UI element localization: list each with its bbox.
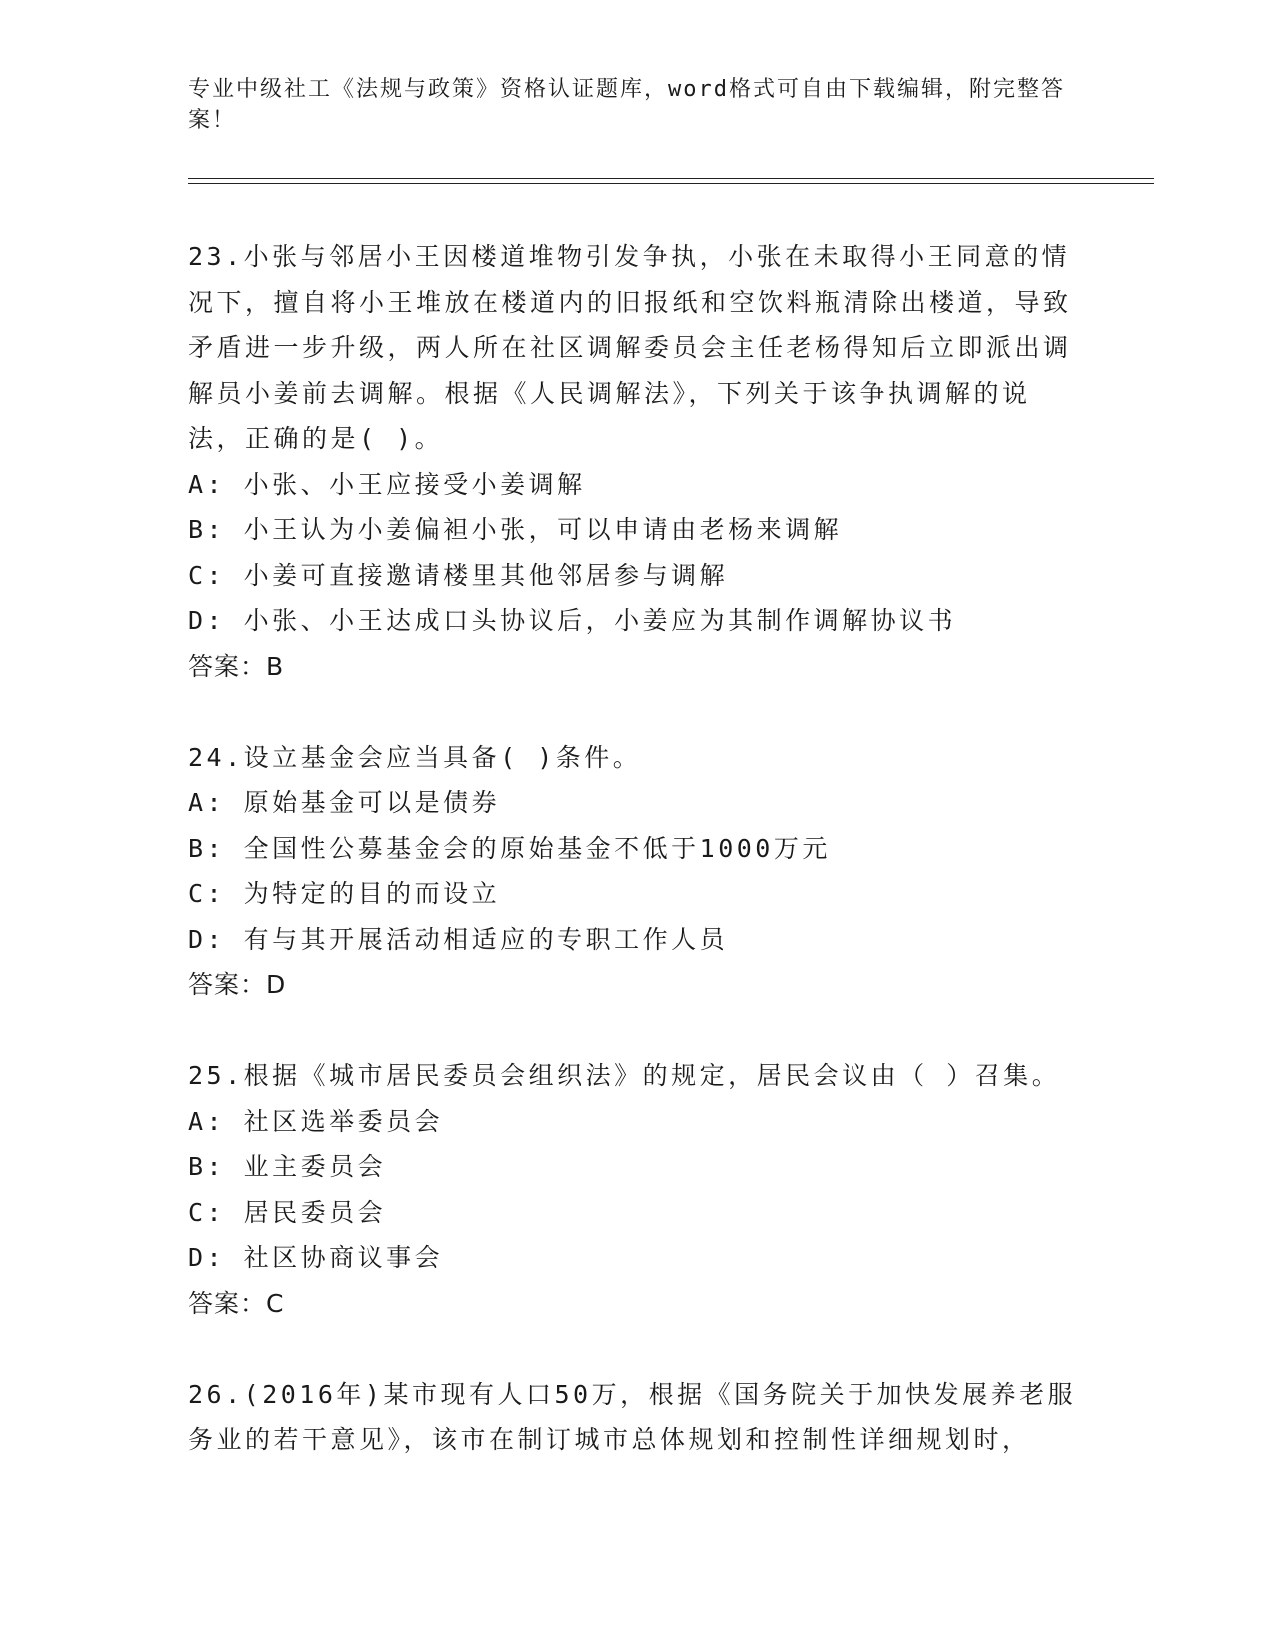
option-a: A: 小张、小王应接受小姜调解 xyxy=(188,469,586,499)
question-list xyxy=(188,234,1078,1463)
question-24 xyxy=(188,735,1078,1008)
question-stem: 24.设立基金会应当具备( )条件。 xyxy=(188,742,642,772)
question-23 xyxy=(188,234,1078,689)
option-b: B: 小王认为小姜偏袒小张，可以申请由老杨来调解 xyxy=(188,515,843,544)
option-c: C: 居民委员会 xyxy=(188,1197,387,1227)
option-d: D: 有与其开展活动相适应的专职工作人员 xyxy=(188,924,729,954)
header-rule-bottom xyxy=(188,183,1154,184)
question-stem: 25.根据《城市居民委员会组织法》的规定，居民会议由（ ）召集。 xyxy=(188,1061,1061,1090)
answer-label: 答案：C xyxy=(188,1288,285,1318)
option-c: C: 小姜可直接邀请楼里其他邻居参与调解 xyxy=(188,560,729,590)
answer-label: 答案：D xyxy=(188,970,287,999)
option-b: B: 全国性公募基金会的原始基金不低于1000万元 xyxy=(188,833,831,863)
question-stem: 26.(2016年)某市现有人口50万，根据《国务院关于加快发展养老服务业的若干意见》，该市在制订城市总体规划和控制性详细规划时， xyxy=(188,1379,1077,1454)
option-d: D: 小张、小王达成口头协议后，小姜应为其制作调解协议书 xyxy=(188,606,957,635)
option-a: A: 社区选举委员会 xyxy=(188,1106,444,1136)
option-a: A: 原始基金可以是债券 xyxy=(188,788,501,817)
question-25 xyxy=(188,1053,1078,1326)
option-d: D: 社区协商议事会 xyxy=(188,1243,444,1272)
option-b: B: 业主委员会 xyxy=(188,1152,387,1181)
question-26 xyxy=(188,1372,1078,1463)
option-c: C: 为特定的目的而设立 xyxy=(188,879,501,908)
question-stem: 23.小张与邻居小王因楼道堆物引发争执，小张在未取得小王同意的情况下，擅自将小王堆放在楼道内的旧报纸和空饮料瓶清除出楼道，导致矛盾进一步升级，两人所在社区调解委员会主任老杨得知后立即派出调解员小姜前去调解。根据《人民调解法》，下列关于该争执调解的说法，正确的是( )。 xyxy=(188,242,1072,453)
answer-label: 答案：B xyxy=(188,651,285,681)
header-rule-top xyxy=(188,178,1154,179)
document-header: 专业中级社工《法规与政策》资格认证题库，word格式可自由下载编辑，附完整答案！ xyxy=(188,77,1065,133)
